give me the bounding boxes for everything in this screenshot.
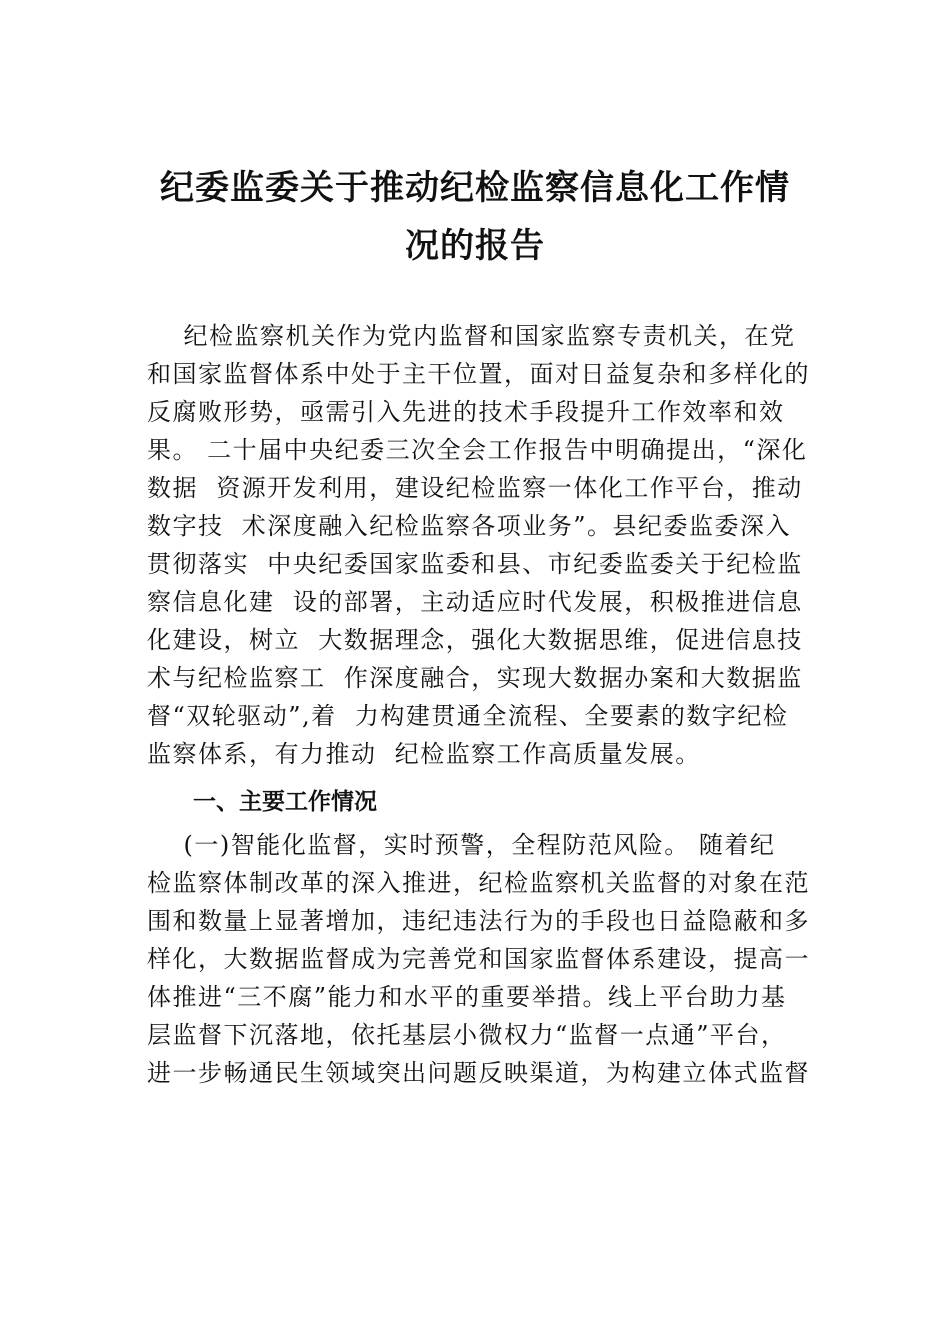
section-1-line-7: 进一步畅通民生领域突出问题反映渠道，为构建立体式监督: [147, 1059, 810, 1087]
intro-line-10: 术与纪检监察工 作深度融合，实现大数据办案和大数据监: [147, 664, 803, 692]
intro-line-12: 监察体系，有力推动 纪检监察工作高质量发展。: [147, 740, 701, 768]
intro-line-8: 察信息化建 设的部署，主动适应时代发展，积极推进信息: [147, 588, 803, 616]
section-1-line-2: 检监察体制改革的深入推进，纪检监察机关监督的对象在范: [147, 869, 810, 897]
section-1-line-3: 围和数量上显著增加，违纪违法行为的手段也日益隐蔽和多: [147, 907, 810, 935]
section-1-line-1: (一)智能化监督，实时预警，全程防范风险。 随着纪: [147, 831, 776, 859]
section-1-line-4: 样化，大数据监督成为完善党和国家监督体系建设，提高一: [147, 945, 810, 973]
intro-line-5: 数据 资源开发利用，建设纪检监察一体化工作平台，推动: [147, 474, 803, 502]
intro-line-11: 督“双轮驱动”,着 力构建贯通全流程、全要素的数字纪检: [147, 702, 789, 730]
intro-line-4: 果。 二十届中央纪委三次全会工作报告中明确提出，“深化: [147, 436, 808, 464]
intro-line-9: 化建设，树立 大数据理念，强化大数据思维，促进信息技: [147, 626, 803, 654]
intro-line-6: 数字技 术深度融入纪检监察各项业务”。县纪委监委深入: [147, 512, 792, 540]
intro-line-2: 和国家监督体系中处于主干位置，面对日益复杂和多样化的: [147, 360, 810, 388]
section-heading-1: 一、主要工作情况: [193, 789, 377, 815]
intro-line-7: 贯彻落实 中央纪委国家监委和县、市纪委监委关于纪检监: [147, 550, 803, 578]
section-1-line-6: 层监督下沉落地，依托基层小微权力“监督一点通”平台，: [147, 1021, 787, 1049]
section-1-line-5: 体推进“三不腐”能力和水平的重要举措。线上平台助力基: [147, 983, 787, 1011]
intro-line-1: 纪检监察机关作为党内监督和国家监察专责机关，在党: [147, 322, 796, 350]
intro-line-3: 反腐败形势，亟需引入先进的技术手段提升工作效率和效: [147, 398, 785, 426]
document-title-line-2: 况的报告: [405, 226, 545, 266]
document-title-line-1: 纪委监委关于推动纪检监察信息化工作情: [160, 168, 790, 208]
